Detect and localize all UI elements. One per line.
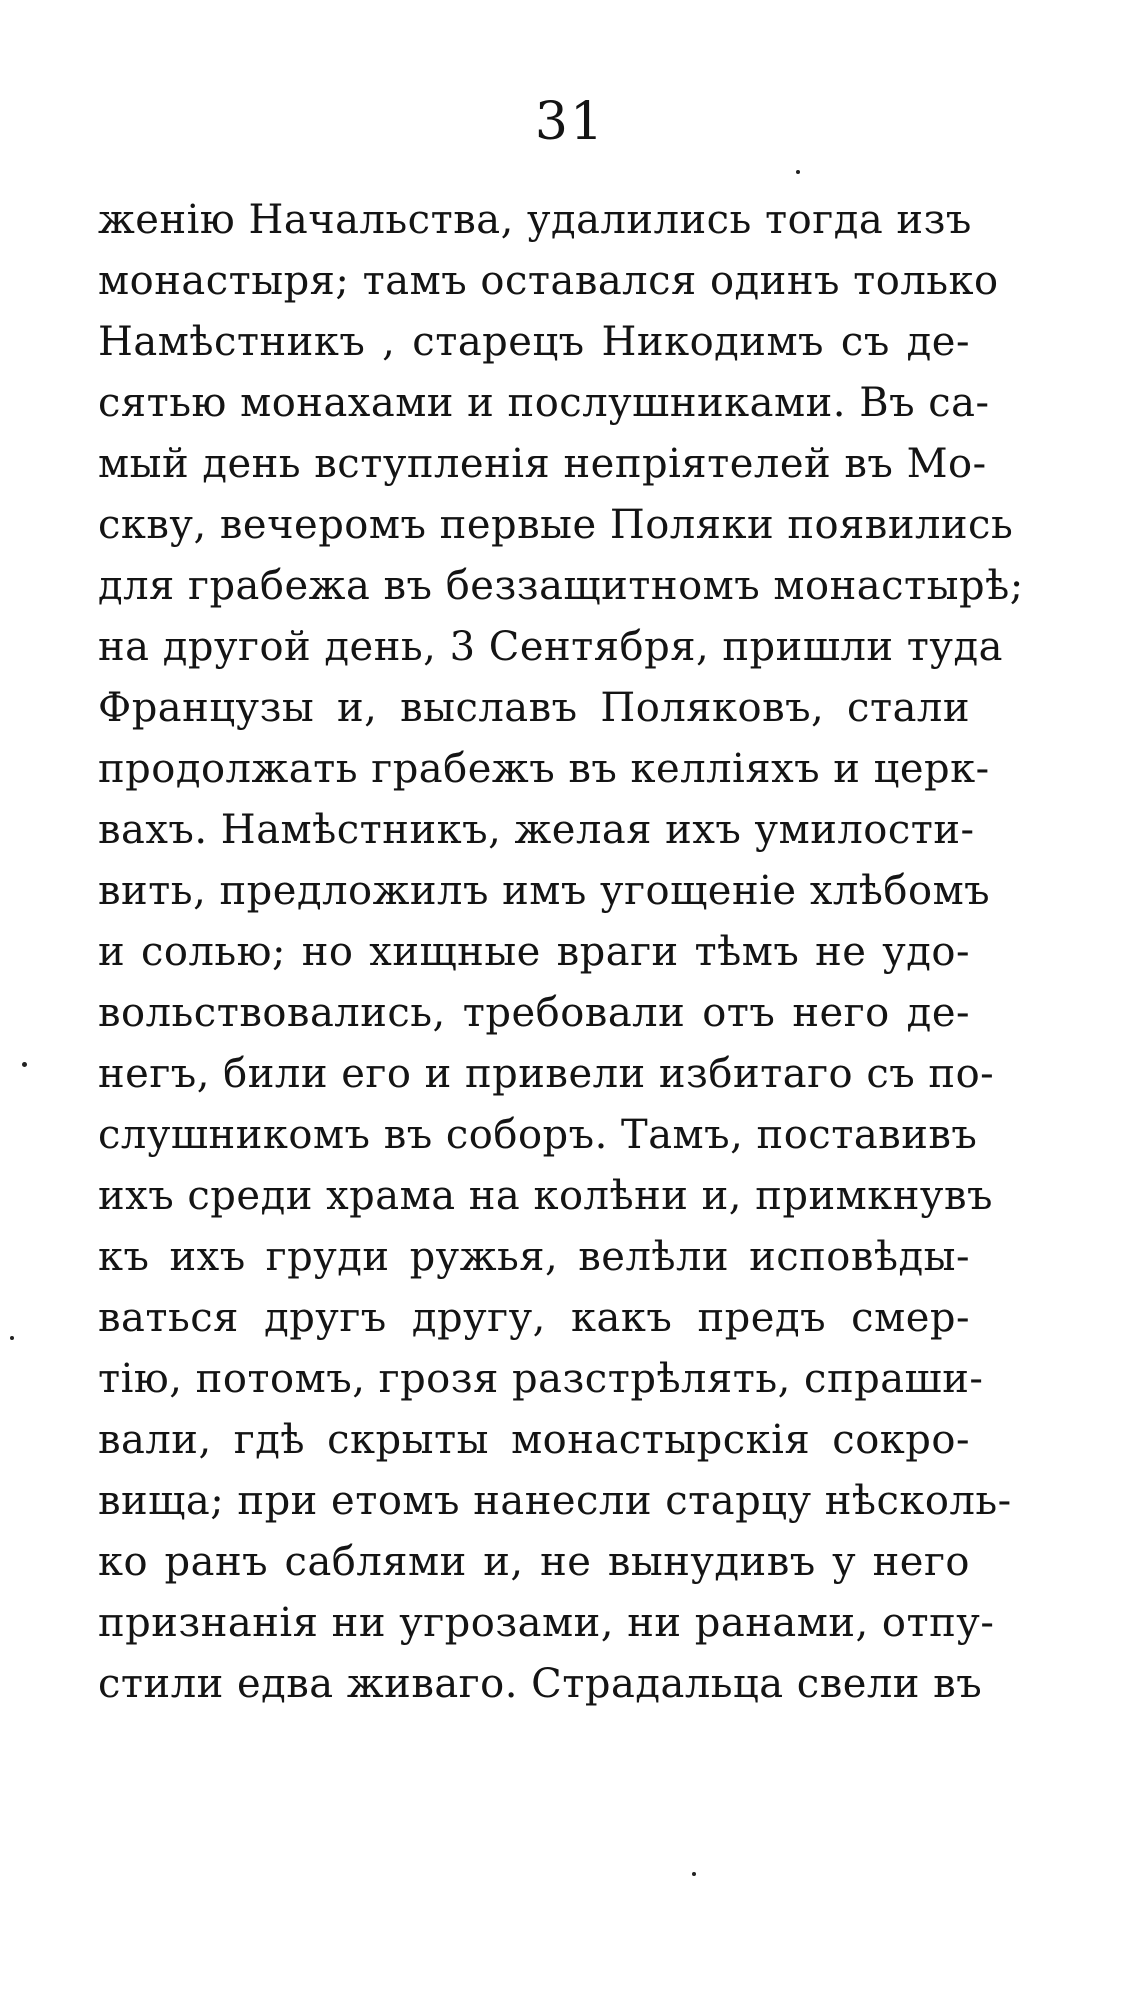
text-line: признанія ни угрозами, ни ранами, отпу- (98, 1600, 995, 1646)
text-line: на другой день, 3 Сентября, пришли туда (98, 624, 1003, 670)
text-line: сятью монахами и послушниками. Въ са- (98, 380, 990, 426)
scan-speck (10, 1336, 14, 1340)
text-line: вить, предложилъ имъ угощеніе хлѣбомъ (98, 868, 991, 914)
text-line: негъ, били его и привели избитаго съ по- (98, 1051, 995, 1097)
text-line: скву, вечеромъ первые Поляки появились (98, 502, 1014, 548)
text-line: мый день вступленія непріятелей въ Мо- (98, 441, 987, 487)
text-line: ко ранъ саблями и, не вынудивъ у него (98, 1539, 970, 1585)
text-line: вольствовались, требовали отъ него де- (98, 990, 970, 1036)
text-line: продолжать грабежъ въ келліяхъ и церк- (98, 746, 990, 792)
text-line: монастыря; тамъ оставался одинъ только (98, 258, 999, 304)
text-line: вища; при етомъ нанесли старцу нѣсколь- (98, 1478, 1012, 1524)
text-line: стили едва живаго. Страдальца свели въ (98, 1661, 983, 1707)
text-line: вали, гдѣ скрыты монастырскія сокро- (98, 1417, 970, 1463)
scan-speck (22, 1062, 27, 1067)
page-number: 31 (534, 92, 606, 152)
text-line: Французы и, выславъ Поляковъ, стали (98, 685, 970, 731)
text-line: слушникомъ въ соборъ. Тамъ, поставивъ (98, 1112, 978, 1158)
text-line: тію, потомъ, грозя разстрѣлять, спраши- (98, 1356, 984, 1402)
scan-speck (692, 1872, 696, 1876)
text-line: ваться другъ другу, какъ предъ смер- (98, 1295, 970, 1341)
text-line: Намѣстникъ , старецъ Никодимъ съ де- (98, 319, 970, 365)
text-line: ихъ среди храма на колѣни и, примкнувъ (98, 1173, 993, 1219)
text-line: и солью; но хищные враги тѣмъ не удо- (98, 929, 970, 975)
body-text (98, 190, 1024, 1715)
text-line: вахъ. Намѣстникъ, желая ихъ умилости- (98, 807, 975, 853)
text-line: для грабежа въ беззащитномъ монастырѣ; (98, 563, 1024, 609)
text-line: женію Начальства, удалились тогда изъ (98, 197, 972, 243)
text-line: къ ихъ груди ружья, велѣли исповѣды- (98, 1234, 970, 1280)
scan-speck (796, 170, 800, 174)
